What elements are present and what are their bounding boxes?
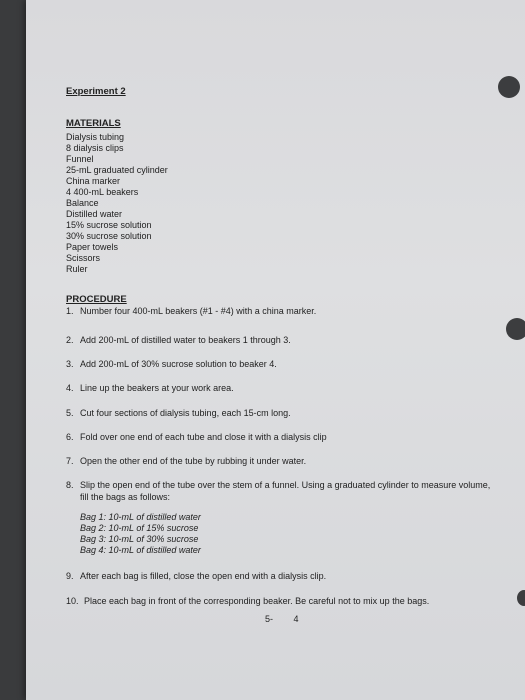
material-item: Paper towels — [66, 241, 119, 252]
procedure-step — [66, 306, 496, 317]
material-item: 15% sucrose solution — [66, 219, 152, 230]
step-text: Place each bag in front of the corresponding beaker. Be careful not to mix up the bags. — [84, 596, 430, 607]
step-number: 7. — [66, 456, 74, 467]
step-number: 2. — [66, 334, 74, 345]
procedure-step — [66, 359, 496, 370]
material-item: Distilled water — [66, 208, 123, 219]
step-number: 6. — [66, 431, 74, 442]
step-number: 10. — [66, 596, 79, 607]
step-text: Add 200-mL of 30% sucrose solution to beaker 4. — [80, 359, 277, 370]
materials-heading: MATERIALS — [66, 117, 121, 129]
procedure-step — [66, 571, 496, 582]
material-item: Dialysis tubing — [66, 131, 125, 142]
step-text: Add 200-mL of distilled water to beakers 1 through 3. — [80, 334, 291, 345]
material-item: Funnel — [66, 153, 94, 164]
material-item: 30% sucrose solution — [66, 230, 152, 241]
bag-item: Bag 4: 10-mL of distilled water — [80, 544, 201, 555]
procedure-step — [66, 432, 496, 443]
page-number-left: 5- — [265, 614, 274, 624]
step-number: 9. — [66, 570, 74, 581]
experiment-title: Experiment 2 — [66, 86, 126, 97]
step-text: After each bag is filled, close the open end with a dialysis clip. — [80, 570, 327, 581]
step-number: 8. — [66, 480, 74, 491]
material-item: 25-mL graduated cylinder — [66, 164, 168, 175]
procedure-steps — [66, 306, 496, 503]
procedure-step — [66, 383, 496, 394]
procedure-heading: PROCEDURE — [66, 293, 127, 305]
procedure-section — [66, 294, 496, 608]
step-number: 3. — [66, 359, 74, 370]
materials-list — [66, 132, 496, 275]
bag-item: Bag 2: 10-mL of 15% sucrose — [80, 522, 199, 533]
step-number: 4. — [66, 383, 74, 394]
bag-item: Bag 1: 10-mL of distilled water — [80, 511, 201, 522]
material-item: China marker — [66, 175, 121, 186]
material-item: Ruler — [66, 263, 88, 274]
procedure-step — [66, 335, 496, 346]
step-text: Fold over one end of each tube and close it with a dialysis clip — [80, 431, 327, 442]
page-number — [265, 614, 299, 624]
document-content — [66, 86, 496, 607]
page-number-right: 4 — [293, 614, 299, 624]
step-text: Line up the beakers at your work area. — [80, 383, 234, 394]
step-text: Cut four sections of dialysis tubing, each 15-cm long. — [80, 407, 291, 418]
step-text: Number four 400-mL beakers (#1 - #4) with a china marker. — [80, 305, 317, 316]
procedure-step — [66, 408, 496, 419]
punch-hole — [506, 318, 525, 340]
punch-hole — [517, 590, 525, 606]
bag-list — [80, 512, 496, 556]
procedure-step — [66, 480, 496, 503]
material-item: Balance — [66, 197, 99, 208]
punch-hole — [498, 76, 520, 98]
procedure-step — [66, 456, 496, 467]
materials-section — [66, 118, 496, 275]
bag-item: Bag 3: 10-mL of 30% sucrose — [80, 533, 199, 544]
material-item: 8 dialysis clips — [66, 142, 124, 153]
procedure-steps-continued — [66, 571, 496, 608]
material-item: 4 400-mL beakers — [66, 186, 139, 197]
step-text: Open the other end of the tube by rubbing it under water. — [80, 456, 307, 467]
step-text: Slip the open end of the tube over the stem of a funnel. Using a graduated cylinder to measure volume, fill the bags as follows: — [80, 480, 491, 502]
material-item: Scissors — [66, 252, 101, 263]
step-number: 1. — [66, 305, 74, 316]
procedure-step — [66, 596, 496, 607]
step-number: 5. — [66, 407, 74, 418]
